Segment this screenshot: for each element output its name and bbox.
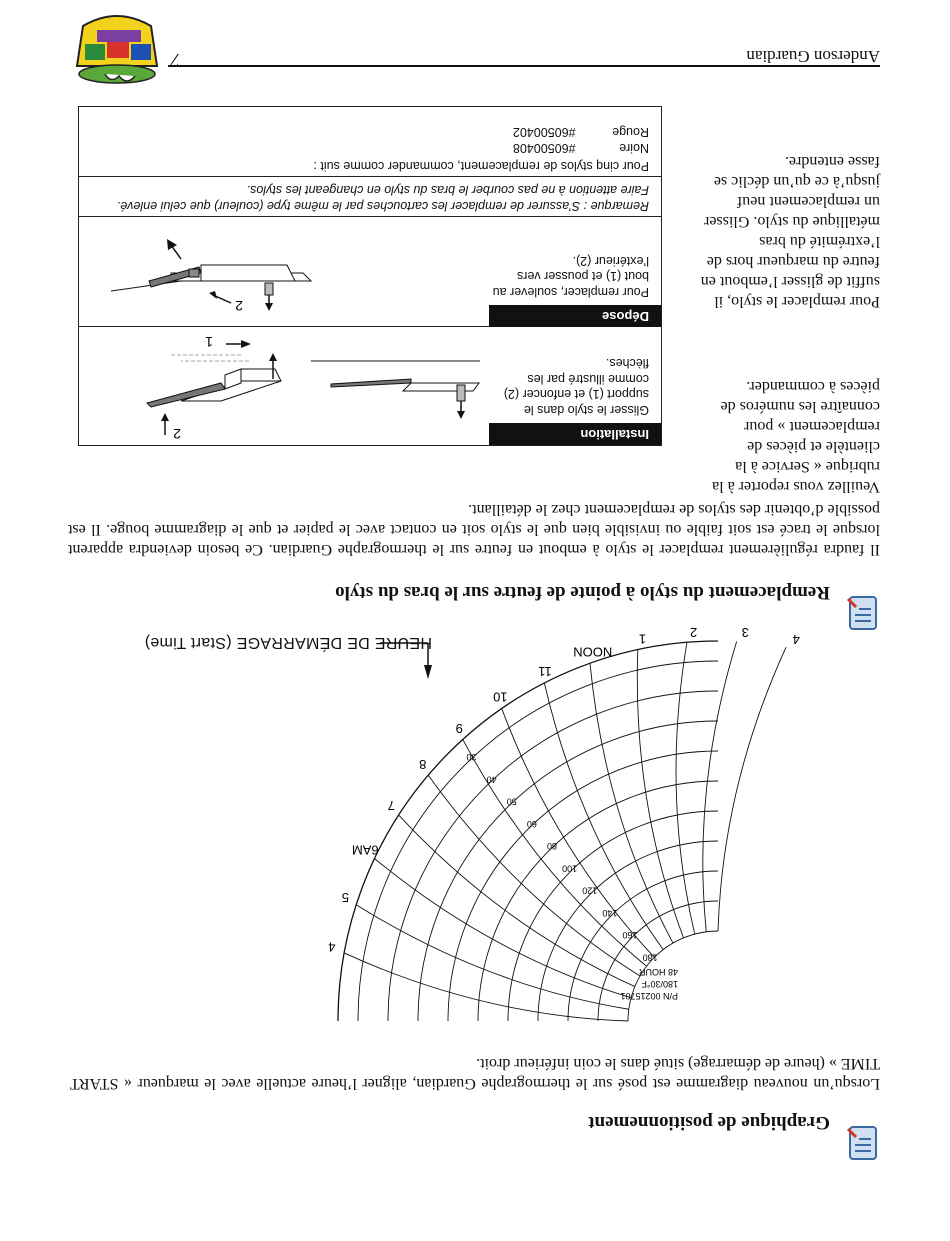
chart-scale: 180/30°F xyxy=(641,979,678,989)
pen-instruction-panel xyxy=(78,106,662,446)
logo-icon xyxy=(70,6,165,86)
chart-hour-label: 4 xyxy=(792,631,800,647)
section-body-chart: Lorsqu’un nouveau diagramme est posé sur le thermographe Guardian, aligner l’heure actuelle avec le marqueur « START TIME » (heure de démarrage) situé dans le coin inférieur droit. xyxy=(70,1055,880,1092)
removal-label: Dépose xyxy=(489,305,661,327)
arrow-up-icon xyxy=(457,411,465,419)
chart-hour-label: 3 xyxy=(741,624,749,640)
installation-label: Installation xyxy=(489,423,661,445)
order-intro: Pour cinq stylos de remplacement, commander comme suit : xyxy=(313,159,649,173)
chart-grid-spoke xyxy=(356,905,629,1010)
chart-hour-label: NOON xyxy=(573,644,613,660)
removal-text: Pour remplacer, soulever au bout (1) et pousser vers l’extérieur (2). xyxy=(492,254,649,299)
start-arrow-icon xyxy=(424,665,432,679)
arrow-up-icon xyxy=(265,303,273,311)
chart-hour-label: 10 xyxy=(493,689,508,705)
chart-grid-spoke xyxy=(676,642,695,934)
arrow-right-icon xyxy=(209,291,217,299)
bracket-outline xyxy=(171,355,249,361)
panel-note: Remarque : S’assurer de remplacer les cartouches par le même type (couleur) que celui enlevé. Faire attention à ne pas courber le bras du stylo en changeant les stylos. xyxy=(116,183,649,213)
pen-number: #60500408 xyxy=(512,141,576,155)
recording-chart xyxy=(230,611,800,1021)
chart-hour-label: 9 xyxy=(455,720,463,736)
chart-temp-label: 30 xyxy=(466,752,477,763)
section-side-text-replace: Pour remplacer le stylo, il suffit de glisser l’embout en feutre du marqueur hors de l’extrémité du bras métallique du stylo. Glisser un remplacement neuf jusqu’à ce qu’un déclic se fasse entendre. xyxy=(700,153,880,310)
pen-cartridge xyxy=(201,265,295,281)
panel-divider xyxy=(79,216,661,217)
chart-grid-ring xyxy=(338,641,718,1021)
chart-hour-label: 5 xyxy=(341,889,349,905)
start-time-label: HEURE DE DÉMARRAGE (Start Time) xyxy=(144,634,432,651)
section-body-pen: Il faudra régulièrement remplacer le stylo à embout en feutre sur le thermographe Guardian. Ce besoin deviendra apparent lorsque le tracé est soit faible ou invisible bien que le stylo soit en contact avec le papier et que le diagramme bouge. Il est possible d’obtenir des stylos de remplacement chez le détaillant. xyxy=(68,501,880,558)
chart-hour-label: 1 xyxy=(638,631,647,647)
section-title-pen: Remplacement du stylo à pointe de feutre sur le bras du stylo xyxy=(335,582,830,603)
chart-part-number: P/N 00215701 xyxy=(620,991,678,1001)
chart-temp-label: 180 xyxy=(642,952,658,963)
page-number: 7 xyxy=(170,49,180,71)
chart-hour-label: 7 xyxy=(387,797,395,813)
arrow-left-icon xyxy=(241,340,251,348)
pen-tip xyxy=(331,379,411,387)
arrow-down-icon xyxy=(269,353,277,361)
header-title: Anderson Guardian xyxy=(746,47,880,66)
chart-grid-spoke xyxy=(703,641,737,931)
pen-tab xyxy=(189,269,199,277)
book-icon xyxy=(844,1123,880,1163)
chart-temp-label: 120 xyxy=(582,885,598,896)
pen-number: #60500402 xyxy=(512,125,576,139)
chart-temp-label: 50 xyxy=(506,796,517,807)
installation-illustration xyxy=(81,333,481,441)
callout-1: 1 xyxy=(205,334,213,350)
chart-grid-ring xyxy=(478,781,718,1021)
pen-cartridge xyxy=(403,383,479,391)
panel-divider xyxy=(79,176,661,177)
callout-2: 2 xyxy=(173,426,181,442)
chart-temp-label: 40 xyxy=(486,774,497,785)
chart-duration: 48 HOUR xyxy=(638,967,678,977)
pen-cap xyxy=(457,385,465,401)
chart-grid-ring xyxy=(598,901,718,1021)
chart-grid xyxy=(338,641,786,1021)
pen-color: Rouge xyxy=(612,125,649,139)
pen-body xyxy=(241,369,281,381)
pen-row xyxy=(89,124,649,140)
chart-grid-spoke xyxy=(344,953,628,1021)
book-icon xyxy=(844,593,880,633)
chart-hour-label: 6AM xyxy=(351,842,379,858)
pen-row xyxy=(89,140,649,156)
pen-arm-line xyxy=(111,281,181,291)
removal-illustration xyxy=(81,219,481,321)
chart-temp-label: 160 xyxy=(622,930,638,941)
arrow-down-icon xyxy=(161,413,169,421)
chart-temp-label: 60 xyxy=(526,818,537,829)
callout-2b: 2 xyxy=(235,298,243,314)
pen-cap xyxy=(265,283,273,295)
chart-hour-label: 8 xyxy=(419,757,427,773)
chart-hour-label: 2 xyxy=(690,624,698,640)
chart-hour-label: 4 xyxy=(328,939,336,955)
installation-text: Glisser le stylo dans le support (1) et enfoncer (2) comme illustré par les flèches. xyxy=(503,356,649,417)
arrow-down-right-icon xyxy=(167,239,177,250)
section-title-chart: Graphique de positionnement xyxy=(588,1112,830,1133)
chart-temp-label: 100 xyxy=(562,863,578,874)
section-side-text-parts: Veuillez vous reporter à la rubrique « Service à la clientèle et pièces de remplacement » pour connaître les numéros de pièces à commander. xyxy=(712,378,880,495)
pen-color: Noire xyxy=(619,141,649,155)
chart-hour-label: 11 xyxy=(538,663,552,679)
chart-grid-spoke xyxy=(718,647,786,931)
chart-temp-label: 80 xyxy=(546,841,557,852)
chart-grid-spoke xyxy=(428,775,640,976)
chart-temp-label: 140 xyxy=(602,907,618,918)
